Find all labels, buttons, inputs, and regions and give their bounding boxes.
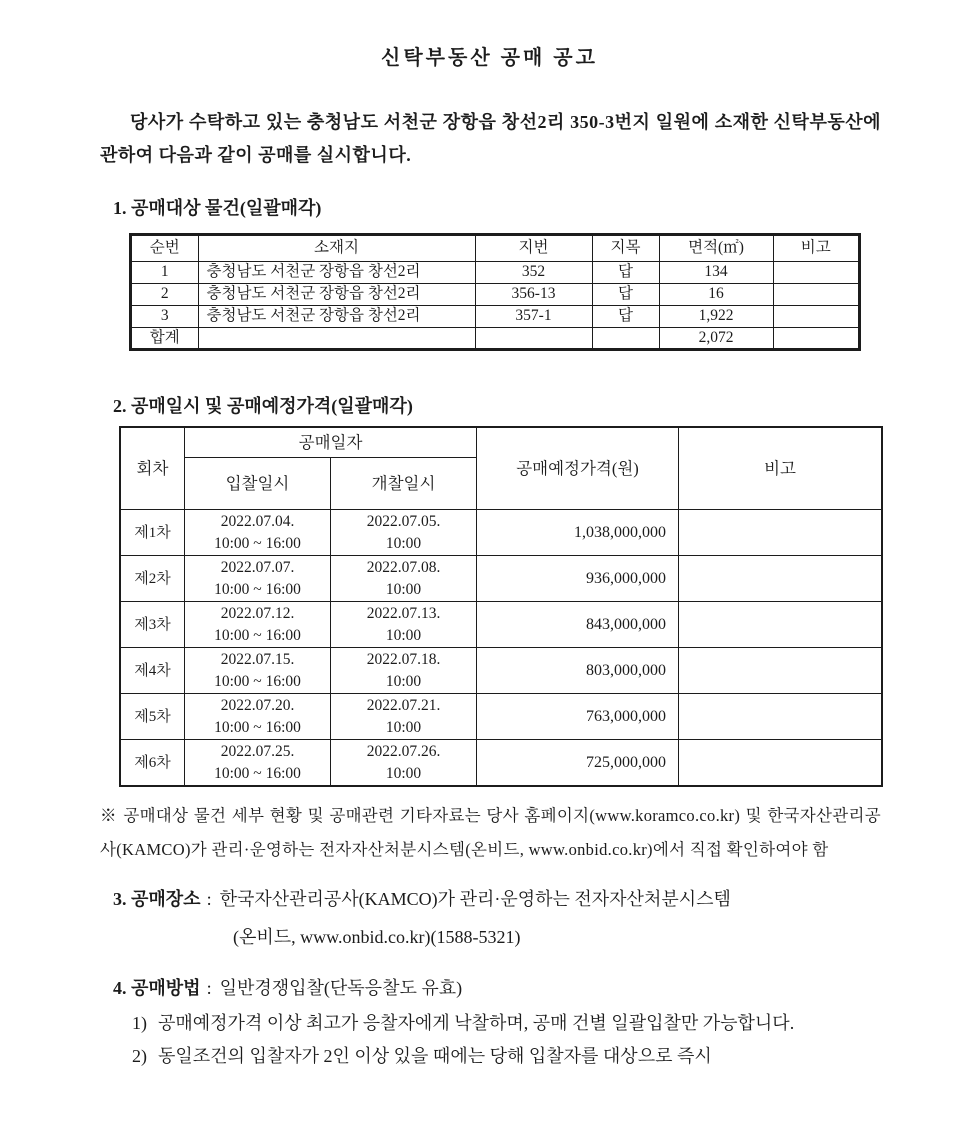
opening-time: 10:00: [385, 580, 422, 598]
col-header-seq: 순번: [131, 235, 198, 261]
opening-date: 2022.07.13.: [366, 604, 441, 622]
schedule-header-row-1: [121, 428, 882, 458]
location-cell: [198, 327, 475, 349]
table-row: [131, 261, 859, 283]
opening-datetime-cell: [331, 510, 477, 556]
location-cell: 충청남도 서천군 장항읍 창선2리: [198, 305, 475, 327]
intro-paragraph: 당사가 수탁하고 있는 충청남도 서천군 장항읍 창선2리 350-3번지 일원에 소재한 신탁부동산에 관하여 다음과 같이 공매를 실시합니다.: [100, 112, 881, 165]
price-cell: 843,000,000: [477, 602, 679, 648]
item-text: 공매예정가격 이상 최고가 응찰자에게 낙찰하며, 공매 건별 일괄입찰만 가능합니다.: [158, 1013, 795, 1033]
col-header-round: 회차: [121, 428, 185, 510]
bid-date: 2022.07.07.: [220, 558, 295, 576]
remarks-cell: [773, 327, 859, 349]
round-cell: 제6차: [121, 740, 185, 786]
land-category-cell: 답: [592, 283, 659, 305]
area-cell: 1,922: [659, 305, 773, 327]
col-header-area: 면적(㎡): [659, 235, 773, 261]
section3-text: 한국자산관리공사(KAMCO)가 관리·운영하는 전자자산처분시스템: [219, 889, 731, 909]
bid-time: 10:00 ~ 16:00: [214, 580, 301, 598]
price-cell: 763,000,000: [477, 694, 679, 740]
bid-date: 2022.07.15.: [220, 650, 295, 668]
round-cell: 제1차: [121, 510, 185, 556]
schedule-row: [121, 510, 882, 556]
schedule-row: [121, 740, 882, 786]
bid-datetime-cell: [185, 510, 331, 556]
location-cell: 충청남도 서천군 장항읍 창선2리: [198, 261, 475, 283]
seq-cell: 3: [131, 305, 198, 327]
bid-time: 10:00 ~ 16:00: [214, 534, 301, 552]
table-row: [131, 283, 859, 305]
col-header-estimated-price: 공매예정가격(원): [477, 428, 679, 510]
section3-auction-venue: [113, 880, 881, 956]
schedule-row: [121, 694, 882, 740]
price-cell: 936,000,000: [477, 556, 679, 602]
bid-datetime-cell: [185, 602, 331, 648]
remarks-cell: [773, 305, 859, 327]
schedule-row: [121, 556, 882, 602]
lot-number-cell: 352: [475, 261, 592, 283]
lot-number-cell: 357-1: [475, 305, 592, 327]
opening-date: 2022.07.08.: [366, 558, 441, 576]
section4-label: 4. 공매방법: [113, 978, 201, 998]
opening-time: 10:00: [385, 626, 422, 644]
opening-datetime-cell: [331, 556, 477, 602]
bid-datetime-cell: [185, 694, 331, 740]
round-cell: 제5차: [121, 694, 185, 740]
section2-heading: 2. 공매일시 및 공매예정가격(일괄매각): [113, 396, 413, 416]
remarks-cell: [773, 283, 859, 305]
bid-datetime-cell: [185, 740, 331, 786]
opening-date: 2022.07.18.: [366, 650, 441, 668]
col-header-auction-date-group: 공매일자: [185, 428, 477, 458]
opening-time: 10:00: [385, 672, 422, 690]
section3-line1: [113, 880, 881, 918]
auction-schedule-table: [120, 427, 882, 786]
bid-time: 10:00 ~ 16:00: [214, 718, 301, 736]
opening-datetime-cell: [331, 602, 477, 648]
item-text: 동일조건의 입찰자가 2인 이상 있을 때에는 당해 입찰자를 대상으로 즉시: [158, 1046, 712, 1066]
col-header-location: 소재지: [198, 235, 475, 261]
col-header-remarks: 비고: [679, 428, 882, 510]
land-category-cell: [592, 327, 659, 349]
total-area-cell: 2,072: [659, 327, 773, 349]
col-header-lot-number: 지번: [475, 235, 592, 261]
col-header-remarks: 비고: [773, 235, 859, 261]
opening-time: 10:00: [385, 534, 422, 552]
bid-datetime-cell: [185, 648, 331, 694]
bid-time: 10:00 ~ 16:00: [214, 764, 301, 782]
opening-date: 2022.07.26.: [366, 742, 441, 760]
seq-cell: 2: [131, 283, 198, 305]
bid-date: 2022.07.25.: [220, 742, 295, 760]
price-cell: 803,000,000: [477, 648, 679, 694]
total-row: [131, 327, 859, 349]
price-cell: 1,038,000,000: [477, 510, 679, 556]
land-category-cell: 답: [592, 305, 659, 327]
location-cell: 충청남도 서천군 장항읍 창선2리: [198, 283, 475, 305]
remarks-cell: [679, 740, 882, 786]
remarks-cell: [679, 556, 882, 602]
remarks-cell: [679, 694, 882, 740]
property-table: [130, 234, 860, 350]
opening-time: 10:00: [385, 718, 422, 736]
bid-time: 10:00 ~ 16:00: [214, 672, 301, 690]
opening-datetime-cell: [331, 740, 477, 786]
table-row: [131, 305, 859, 327]
land-category-cell: 답: [592, 261, 659, 283]
round-cell: 제2차: [121, 556, 185, 602]
property-table-header-row: [131, 235, 859, 261]
opening-date: 2022.07.21.: [366, 696, 441, 714]
bid-datetime-cell: [185, 556, 331, 602]
remarks-cell: [679, 510, 882, 556]
item-number: 2): [132, 1046, 147, 1066]
col-header-land-category: 지목: [592, 235, 659, 261]
bid-date: 2022.07.20.: [220, 696, 295, 714]
remarks-cell: [773, 261, 859, 283]
total-label-cell: 합계: [131, 327, 198, 349]
opening-time: 10:00: [385, 764, 422, 782]
section4-auction-method: [113, 973, 881, 1003]
bid-date: 2022.07.04.: [220, 512, 295, 530]
reference-note: ※ 공매대상 물건 세부 현황 및 공매관련 기타자료는 당사 홈페이지(www.koramco.co.kr) 및 한국자산관리공사(KAMCO)가 관리·운영하는 전자자산처분시스템(온비드, www.onbid.co.kr)에서 직접 확인하여야 함: [100, 806, 881, 859]
col-header-opening-datetime: 개찰일시: [331, 458, 477, 510]
bid-date: 2022.07.12.: [220, 604, 295, 622]
area-cell: 134: [659, 261, 773, 283]
col-header-bid-datetime: 입찰일시: [185, 458, 331, 510]
round-cell: 제4차: [121, 648, 185, 694]
schedule-row: [121, 602, 882, 648]
remarks-cell: [679, 648, 882, 694]
section1-heading: 1. 공매대상 물건(일괄매각): [113, 198, 322, 218]
item-number: 1): [132, 1013, 147, 1033]
section3-colon: :: [206, 889, 212, 909]
section3-label: 3. 공매장소: [113, 889, 201, 909]
method-item-list: [132, 1007, 881, 1073]
list-item: [132, 1040, 881, 1073]
opening-datetime-cell: [331, 648, 477, 694]
price-cell: 725,000,000: [477, 740, 679, 786]
opening-date: 2022.07.05.: [366, 512, 441, 530]
opening-datetime-cell: [331, 694, 477, 740]
bid-time: 10:00 ~ 16:00: [214, 626, 301, 644]
area-cell: 16: [659, 283, 773, 305]
page-title: 신탁부동산 공매 공고: [381, 47, 598, 69]
lot-number-cell: [475, 327, 592, 349]
section3-line2: (온비드, www.onbid.co.kr)(1588-5321): [233, 927, 521, 947]
seq-cell: 1: [131, 261, 198, 283]
section4-text: 일반경쟁입찰(단독응찰도 유효): [219, 978, 463, 998]
lot-number-cell: 356-13: [475, 283, 592, 305]
list-item: [132, 1007, 881, 1040]
remarks-cell: [679, 602, 882, 648]
schedule-row: [121, 648, 882, 694]
section4-colon: :: [206, 978, 212, 998]
round-cell: 제3차: [121, 602, 185, 648]
